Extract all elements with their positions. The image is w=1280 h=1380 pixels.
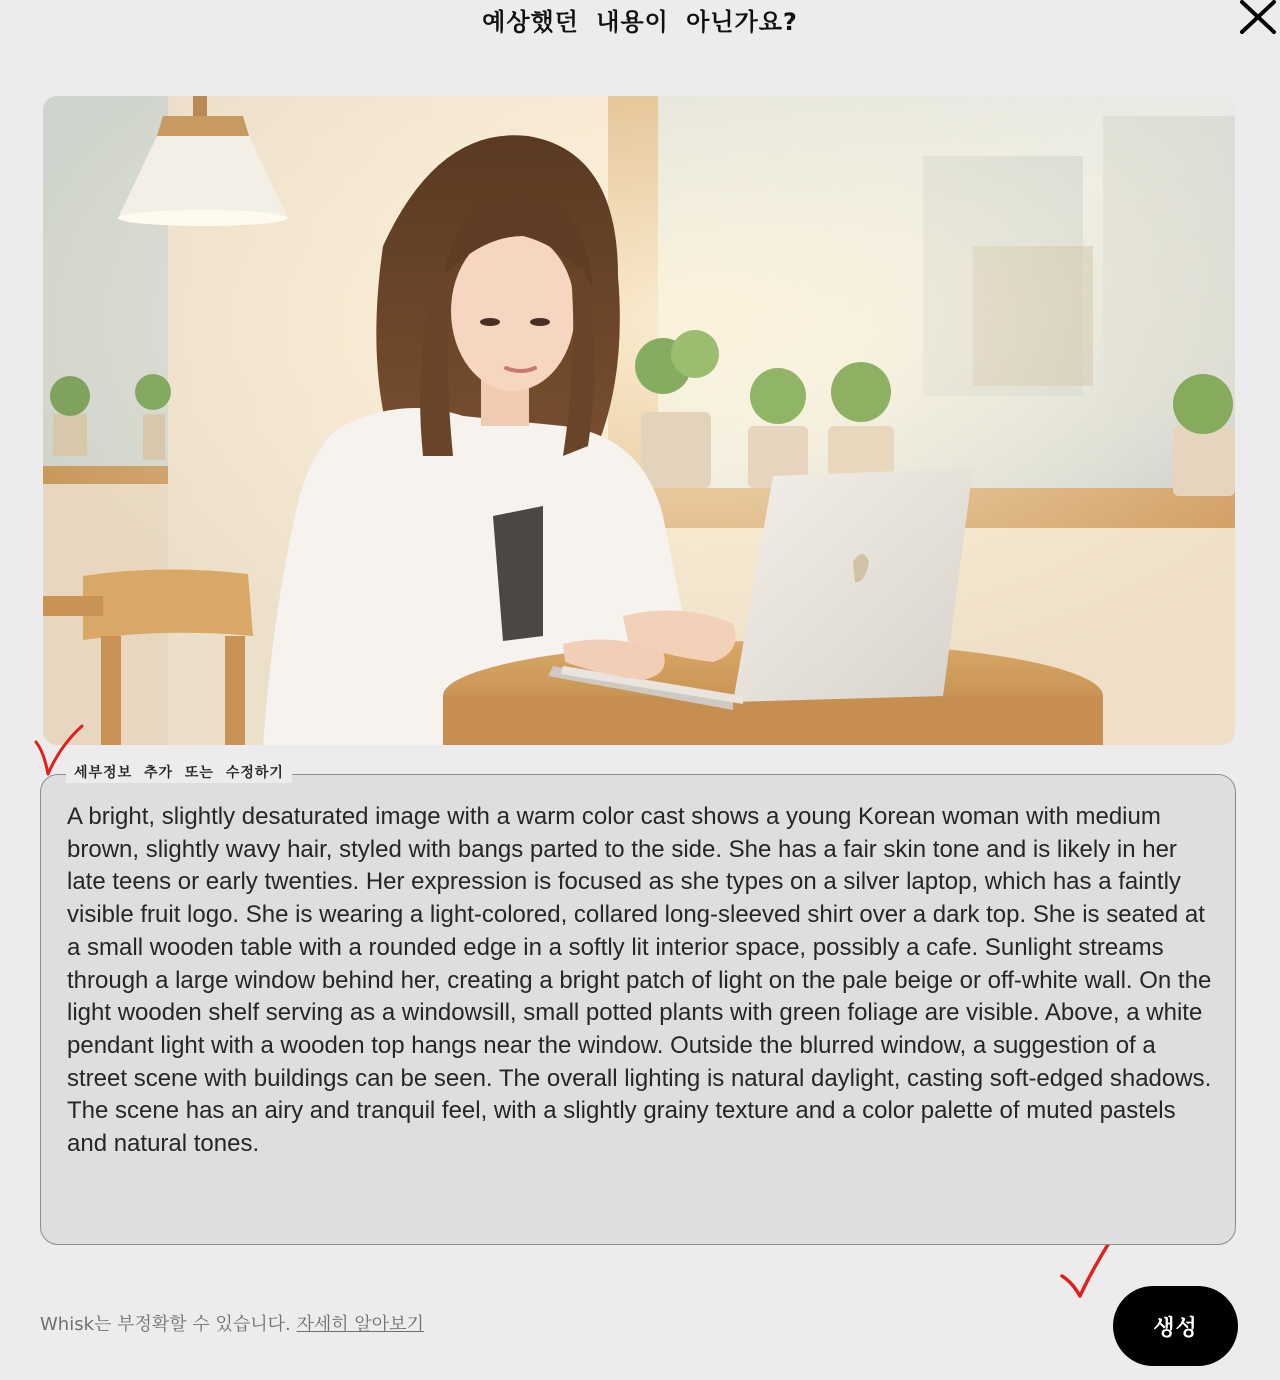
details-field[interactable] xyxy=(40,774,1236,1245)
cafe-woman-laptop-illustration xyxy=(43,96,1235,745)
generate-button[interactable]: 생성 xyxy=(1113,1286,1238,1366)
details-textarea[interactable] xyxy=(67,801,1217,1221)
close-button[interactable] xyxy=(1238,0,1278,36)
disclaimer-note xyxy=(40,1312,424,1338)
disclaimer-text: Whisk는 부정확할 수 있습니다. xyxy=(40,1314,291,1335)
dialog-title: 예상했던 내용이 아닌가요? xyxy=(482,8,798,36)
generated-image xyxy=(43,96,1235,745)
close-icon xyxy=(1238,0,1278,36)
learn-more-link[interactable]: 자세히 알아보기 xyxy=(296,1314,424,1335)
details-field-label: 세부정보 추가 또는 수정하기 xyxy=(66,763,292,783)
